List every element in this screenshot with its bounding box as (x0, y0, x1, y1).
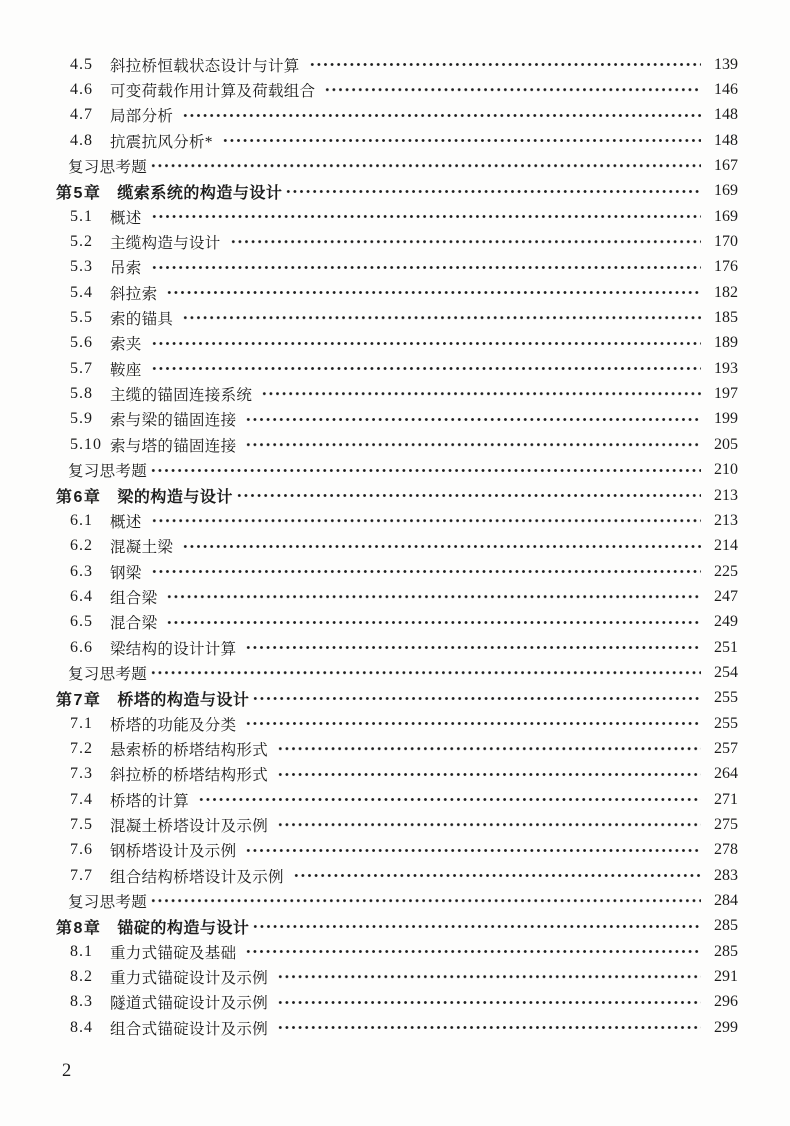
toc-entry-number: 5.5 (70, 309, 93, 327)
toc-entry-page: 169 (714, 182, 738, 200)
toc-entry-title: 组合梁 (110, 589, 158, 607)
toc-entry (56, 204, 738, 229)
toc-entry-number: 7.5 (70, 815, 93, 833)
toc-entry-title: 索的锚具 (110, 311, 174, 329)
toc-entry (56, 432, 738, 457)
dot-leader (277, 964, 701, 989)
toc-entry-title: 混合梁 (110, 615, 158, 633)
toc-entry-number: 7.7 (70, 866, 93, 884)
toc-entry-number: 4.6 (70, 81, 93, 99)
toc-entry-number: 4.7 (70, 106, 93, 124)
toc-entry-number: 5.8 (70, 385, 93, 403)
toc-entry-title: 主缆的锚固连接系统 (110, 387, 253, 405)
dot-leader (245, 635, 701, 660)
toc-entry (56, 863, 738, 888)
toc-entry (56, 179, 738, 204)
toc-entry-title: 组合结构桥塔设计及示例 (110, 868, 284, 886)
toc-entry (56, 888, 738, 913)
toc-entry-title: 悬索桥的桥塔结构形式 (110, 741, 269, 759)
toc-entry-page: 176 (714, 258, 738, 276)
dot-leader (277, 990, 701, 1015)
dot-leader (277, 1015, 701, 1040)
toc-entry-title: 隧道式锚碇设计及示例 (110, 995, 269, 1013)
dot-leader (151, 356, 701, 381)
toc-entry-title: 复习思考题 (68, 894, 148, 912)
toc-entry (56, 964, 738, 989)
dot-leader (293, 863, 701, 888)
toc-entry-page: 285 (714, 942, 738, 960)
toc-entry-title: 梁结构的设计计算 (110, 640, 237, 658)
toc-entry-number: 7.1 (70, 714, 93, 732)
toc-entry-page: 146 (714, 81, 738, 99)
toc-entry-page: 193 (714, 359, 738, 377)
toc-entry (56, 736, 738, 761)
toc-entry-title: 概述 (110, 209, 142, 227)
dot-leader (252, 686, 701, 711)
dot-leader (182, 305, 701, 330)
toc-entry-number: 7.2 (70, 739, 93, 757)
toc-entry-title: 斜拉桥恒载状态设计与计算 (110, 57, 300, 75)
toc-entry-page: 210 (714, 461, 738, 479)
toc-entry (56, 762, 738, 787)
toc-entry-number: 第6章 (56, 489, 102, 507)
toc-entry-page: 185 (714, 309, 738, 327)
dot-leader (252, 914, 701, 939)
toc-entry-title: 桥塔的功能及分类 (110, 716, 237, 734)
toc-entry-page: 199 (714, 410, 738, 428)
toc-entry (56, 407, 738, 432)
toc-entry (56, 52, 738, 77)
toc-entry (56, 458, 738, 483)
toc-entry (56, 153, 738, 178)
toc-entry (56, 660, 738, 685)
toc-entry-page: 296 (714, 993, 738, 1011)
toc-entry-number: 7.3 (70, 765, 93, 783)
toc-entry-title: 概述 (110, 513, 142, 531)
dot-leader (166, 610, 701, 635)
dot-leader (277, 736, 701, 761)
toc-entry-title: 桥塔的计算 (110, 792, 190, 810)
toc-entry-page: 249 (714, 613, 738, 631)
toc-entry (56, 711, 738, 736)
toc-entry-title: 钢梁 (110, 564, 142, 582)
toc-entry-title: 梁的构造与设计 (117, 489, 233, 507)
dot-leader (198, 787, 701, 812)
toc-entry (56, 305, 738, 330)
toc-entry (56, 584, 738, 609)
toc-entry-number: 5.7 (70, 359, 93, 377)
dot-leader (151, 255, 701, 280)
toc-entry-page: 247 (714, 587, 738, 605)
toc-entry-page: 264 (714, 765, 738, 783)
toc-entry-number: 4.8 (70, 131, 93, 149)
dot-leader (150, 458, 701, 483)
toc-entry-title: 索夹 (110, 336, 142, 354)
dot-leader (277, 762, 701, 787)
toc-entry (56, 812, 738, 837)
dot-leader (236, 483, 701, 508)
toc-entry (56, 381, 738, 406)
toc-entry-number: 5.4 (70, 283, 93, 301)
toc-entry-number: 6.1 (70, 511, 93, 529)
toc-entry-page: 170 (714, 233, 738, 251)
toc-entry-page: 189 (714, 334, 738, 352)
toc-entry (56, 838, 738, 863)
toc-entry-page: 213 (714, 511, 738, 529)
toc-entry-page: 285 (714, 917, 738, 935)
dot-leader (150, 888, 701, 913)
toc-entry (56, 128, 738, 153)
toc-entry-page: 275 (714, 815, 738, 833)
toc-entry-title: 索与塔的锚固连接 (110, 437, 237, 455)
toc-entry (56, 787, 738, 812)
dot-leader (182, 103, 701, 128)
toc-entry-page: 169 (714, 207, 738, 225)
toc-entry-number: 5.1 (70, 207, 93, 225)
toc-entry-title: 混凝土桥塔设计及示例 (110, 817, 269, 835)
toc-entry-page: 299 (714, 1018, 738, 1036)
toc-entry-page: 213 (714, 486, 738, 504)
dot-leader (277, 812, 701, 837)
toc-entry-number: 第7章 (56, 691, 102, 709)
toc-entry (56, 255, 738, 280)
toc-entry-page: 214 (714, 537, 738, 555)
dot-leader (150, 153, 701, 178)
dot-leader (151, 559, 701, 584)
toc-entry-number: 5.6 (70, 334, 93, 352)
toc-entry (56, 331, 738, 356)
toc-entry-number: 5.2 (70, 233, 93, 251)
toc-entry-title: 重力式锚碇及基础 (110, 944, 237, 962)
toc-entry-title: 抗震抗风分析* (110, 133, 213, 151)
toc-entry-number: 8.4 (70, 1018, 93, 1036)
toc-entry (56, 229, 738, 254)
toc-entry-number: 6.4 (70, 587, 93, 605)
toc-entry (56, 990, 738, 1015)
toc-entry (56, 686, 738, 711)
toc-entry-page: 251 (714, 638, 738, 656)
toc-entry-title: 重力式锚碇设计及示例 (110, 970, 269, 988)
toc-entry-page: 278 (714, 841, 738, 859)
dot-leader (245, 432, 701, 457)
dot-leader (245, 407, 701, 432)
toc-entry-number: 6.5 (70, 613, 93, 631)
toc-entry (56, 508, 738, 533)
toc-entry-title: 钢桥塔设计及示例 (110, 843, 237, 861)
toc-entry-number: 第5章 (56, 184, 102, 202)
toc-entry-number: 6.3 (70, 562, 93, 580)
dot-leader (245, 939, 701, 964)
dot-leader (309, 52, 701, 77)
toc-entry-title: 局部分析 (110, 108, 174, 126)
toc-entry-number: 5.10 (70, 435, 102, 453)
dot-leader (166, 584, 701, 609)
toc-entry-page: 291 (714, 968, 738, 986)
toc-entry-title: 混凝土梁 (110, 539, 174, 557)
toc-entry-page: 205 (714, 435, 738, 453)
toc-entry-number: 8.3 (70, 993, 93, 1011)
toc-entry-number: 7.4 (70, 790, 93, 808)
footer-page-number: 2 (62, 1061, 72, 1081)
toc-entry-title: 复习思考题 (68, 159, 148, 177)
toc-entry-number: 4.5 (70, 55, 93, 73)
toc-entry-page: 225 (714, 562, 738, 580)
toc-entry-number: 6.2 (70, 537, 93, 555)
toc-entry-title: 斜拉索 (110, 285, 158, 303)
toc-entry (56, 559, 738, 584)
toc-entry-page: 255 (714, 714, 738, 732)
toc-entry-page: 167 (714, 157, 738, 175)
toc-entry-title: 缆索系统的构造与设计 (117, 184, 283, 202)
toc-entry-number: 6.6 (70, 638, 93, 656)
toc-entry-title: 主缆构造与设计 (110, 235, 221, 253)
toc-entry-page: 139 (714, 55, 738, 73)
dot-leader (150, 660, 701, 685)
toc-entry (56, 280, 738, 305)
dot-leader (151, 204, 701, 229)
toc-entry-title: 复习思考题 (68, 665, 148, 683)
toc-entry-number: 第8章 (56, 919, 102, 937)
toc-entry-page: 271 (714, 790, 738, 808)
toc-entry-page: 283 (714, 866, 738, 884)
dot-leader (151, 331, 701, 356)
dot-leader (245, 838, 701, 863)
toc-entry-title: 鞍座 (110, 361, 142, 379)
toc-entry-number: 7.6 (70, 841, 93, 859)
toc-entry-page: 255 (714, 689, 738, 707)
dot-leader (261, 381, 701, 406)
toc-entry (56, 1015, 738, 1040)
toc-entry-title: 组合式锚碇设计及示例 (110, 1020, 269, 1038)
toc-list (56, 52, 738, 1040)
toc-entry-page: 148 (714, 131, 738, 149)
toc-entry (56, 77, 738, 102)
toc-entry (56, 356, 738, 381)
dot-leader (166, 280, 701, 305)
toc-entry-title: 锚碇的构造与设计 (117, 919, 250, 937)
dot-leader (324, 77, 701, 102)
toc-entry (56, 610, 738, 635)
toc-entry (56, 635, 738, 660)
dot-leader (245, 711, 701, 736)
dot-leader (182, 534, 701, 559)
toc-entry-number: 5.9 (70, 410, 93, 428)
toc-entry-title: 复习思考题 (68, 463, 148, 481)
toc-entry-page: 182 (714, 283, 738, 301)
toc-entry-number: 8.1 (70, 942, 93, 960)
toc-entry-page: 284 (714, 892, 738, 910)
toc-entry-page: 254 (714, 663, 738, 681)
toc-entry-page: 148 (714, 106, 738, 124)
toc-entry (56, 483, 738, 508)
toc-entry-number: 8.2 (70, 968, 93, 986)
toc-entry-title: 斜拉桥的桥塔结构形式 (110, 767, 269, 785)
toc-entry-title: 桥塔的构造与设计 (117, 691, 250, 709)
toc-entry-number: 5.3 (70, 258, 93, 276)
toc-entry (56, 914, 738, 939)
dot-leader (222, 128, 701, 153)
dot-leader (151, 508, 701, 533)
dot-leader (230, 229, 701, 254)
toc-entry-title: 吊索 (110, 260, 142, 278)
toc-entry (56, 534, 738, 559)
toc-entry (56, 939, 738, 964)
toc-entry (56, 103, 738, 128)
dot-leader (285, 179, 701, 204)
toc-entry-page: 197 (714, 385, 738, 403)
toc-entry-page: 257 (714, 739, 738, 757)
toc-entry-title: 索与梁的锚固连接 (110, 412, 237, 430)
toc-entry-title: 可变荷载作用计算及荷载组合 (110, 83, 316, 101)
